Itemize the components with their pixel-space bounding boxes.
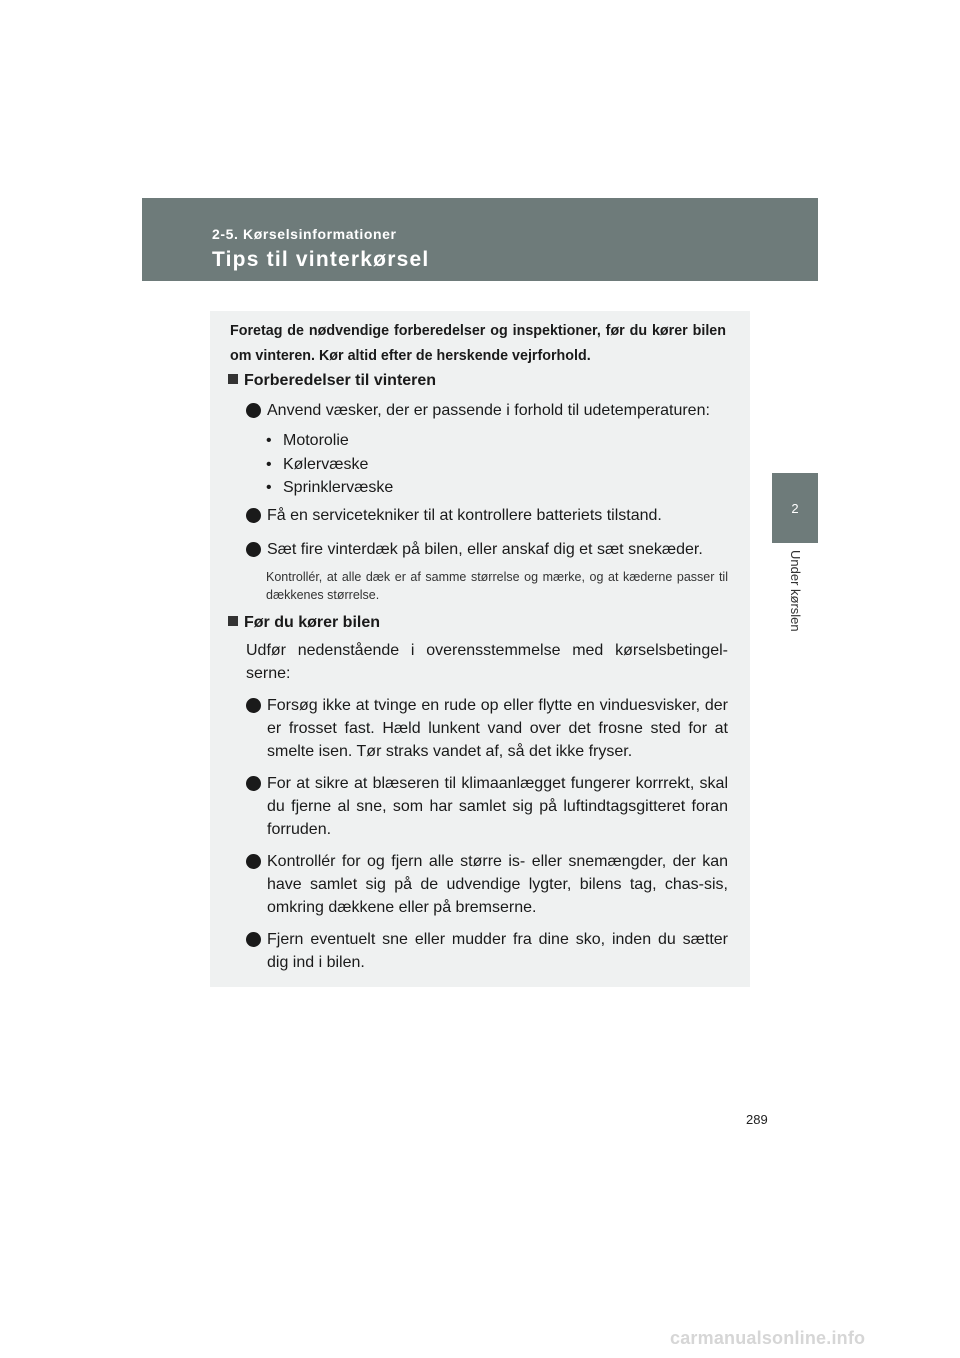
bullet-item bbox=[246, 504, 728, 527]
section-label: 2-5. Kørselsinformationer bbox=[212, 226, 397, 242]
square-bullet-icon bbox=[228, 616, 238, 626]
bullet-item bbox=[246, 772, 728, 841]
page-title: Tips til vinterkørsel bbox=[212, 248, 430, 271]
bullet-text: Fjern eventuelt sne eller mudder fra dine sko, inden du sætter dig ind i bilen. bbox=[267, 931, 728, 971]
bullet-text: Anvend væsker, der er passende i forhold til udetemperaturen: bbox=[267, 402, 710, 419]
sub-item-text: Motorolie bbox=[283, 432, 349, 449]
bullet-text: Få en servicetekniker til at kontrollere batteriets tilstand. bbox=[267, 507, 662, 524]
chapter-header bbox=[142, 198, 818, 281]
watermark-text: carmanualsonline.info bbox=[670, 1328, 866, 1348]
bullet-dot-icon bbox=[246, 698, 261, 713]
bullet-item bbox=[246, 928, 728, 974]
section-lead-text: Udfør nedenstående i overensstemmelse med kørselsbetingel-serne: bbox=[246, 642, 728, 682]
sub-item-text: Kølervæske bbox=[283, 456, 369, 473]
sub-item-text: Sprinklervæske bbox=[283, 479, 394, 496]
page-number: 289 bbox=[746, 1112, 768, 1127]
bullet-text: For at sikre at blæseren til klimaanlægget fungerer korrrekt, skal du fjerne al sne, som har samlet sig på luftindtagsgitteret foran forruden. bbox=[267, 775, 728, 838]
content-panel bbox=[210, 311, 750, 987]
bullet-dot-icon bbox=[246, 508, 261, 523]
bullet-item bbox=[246, 850, 728, 919]
note-text: Kontrollér, at alle dæk er af samme størrelse og mærke, og at kæderne passer til dækkenes størrelse. bbox=[266, 570, 728, 602]
sub-item: • Motorolie bbox=[266, 432, 349, 449]
bullet-text: Forsøg ikke at tvinge en rude op eller flytte en vinduesvisker, der er frosset fast. Hæld lunkent vand over det frosne sted for at smelte isen. Tør straks vandet af, så det ikke fryser. bbox=[267, 697, 728, 760]
bullet-item bbox=[246, 694, 728, 763]
bullet-text: Kontrollér for og fjern alle større is- eller snemængder, der kan have samlet sig på de udvendige lygter, bilens tag, chas-sis, omkring dækkene eller på bremserne. bbox=[267, 853, 728, 916]
sub-item: • Sprinklervæske bbox=[266, 479, 394, 496]
heading-text: Før du kører bilen bbox=[244, 614, 381, 631]
heading-text: Forberedelser til vinteren bbox=[244, 372, 437, 389]
chapter-tab bbox=[772, 473, 818, 543]
bullet-dot-icon bbox=[246, 932, 261, 947]
chapter-side-label bbox=[772, 550, 818, 650]
bullet-dot-icon bbox=[246, 542, 261, 557]
bullet-dot-icon bbox=[246, 854, 261, 869]
bullet-dot-icon bbox=[246, 403, 261, 418]
section-heading-before-driving bbox=[228, 614, 380, 632]
bullet-text: Sæt fire vinterdæk på bilen, eller anskaf dig et sæt snekæder. bbox=[267, 541, 703, 558]
sub-item: • Kølervæske bbox=[266, 456, 369, 473]
chapter-number: 2 bbox=[791, 501, 799, 516]
chapter-name: Under kørslen bbox=[788, 550, 803, 632]
section-heading-winter-prep bbox=[228, 372, 436, 390]
square-bullet-icon bbox=[228, 374, 238, 384]
intro-text: Foretag de nødvendige forberedelser og inspektioner, før du kører bilen om vinteren. Kør altid efter de herskende vejrforhold. bbox=[230, 323, 726, 364]
bullet-item bbox=[246, 538, 728, 561]
bullet-dot-icon bbox=[246, 776, 261, 791]
bullet-item bbox=[246, 399, 728, 422]
